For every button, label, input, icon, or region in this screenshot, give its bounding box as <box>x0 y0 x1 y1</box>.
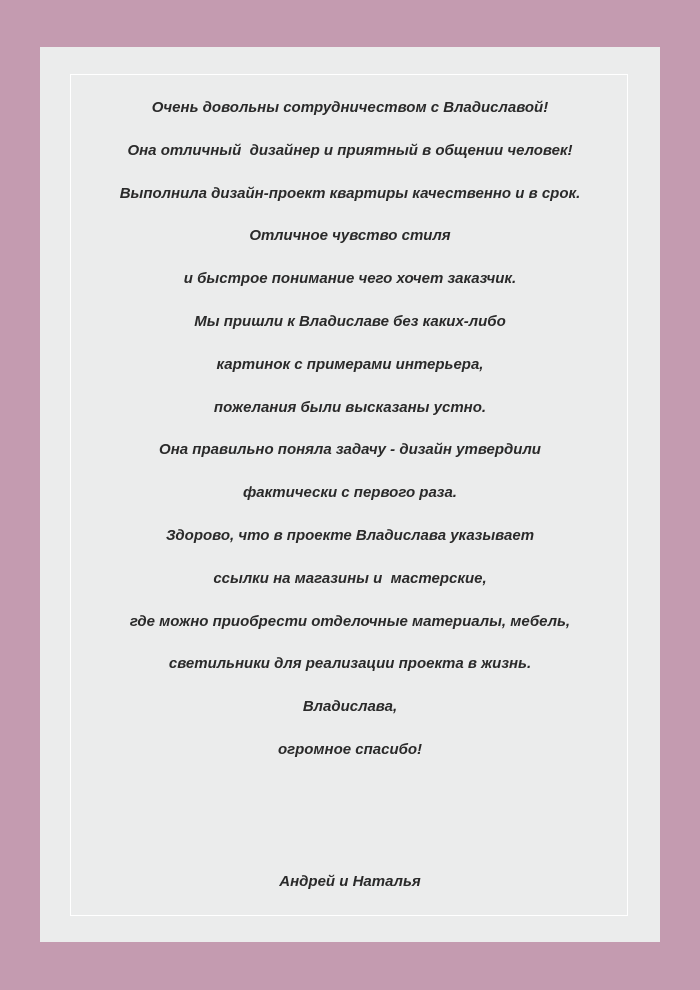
review-line: Она отличный дизайнер и приятный в общении человек! <box>127 141 573 159</box>
review-line: огромное спасибо! <box>277 740 423 758</box>
review-line: Она правильно поняла задачу - дизайн утвердили <box>159 441 541 459</box>
review-line: где можно приобрести отделочные материалы, мебель, <box>129 612 571 630</box>
review-text <box>40 87 660 772</box>
signature: Андрей и Наталья <box>279 873 421 890</box>
review-line: ссылки на магазины и мастерские, <box>213 569 487 587</box>
review-line: Выполнила дизайн-проект квартиры качественно и в срок. <box>119 184 581 202</box>
review-line: и быстрое понимание чего хочет заказчик. <box>183 270 517 288</box>
review-line: Очень довольны сотрудничеством с Владиславой! <box>151 99 549 116</box>
review-line: Здорово, что в проекте Владислава указывает <box>165 526 535 544</box>
review-line: пожелания были высказаны устно. <box>213 398 487 416</box>
review-line: картинок с примерами интерьера, <box>216 355 484 373</box>
review-line: Мы пришли к Владиславе без каких-либо <box>194 312 506 330</box>
review-line: Владислава, <box>302 698 398 716</box>
review-line: светильники для реализации проекта в жизнь. <box>168 655 532 673</box>
review-line: фактически с первого раза. <box>243 484 457 502</box>
letter-sheet <box>40 47 660 942</box>
review-line: Отличное чувство стиля <box>249 227 451 245</box>
